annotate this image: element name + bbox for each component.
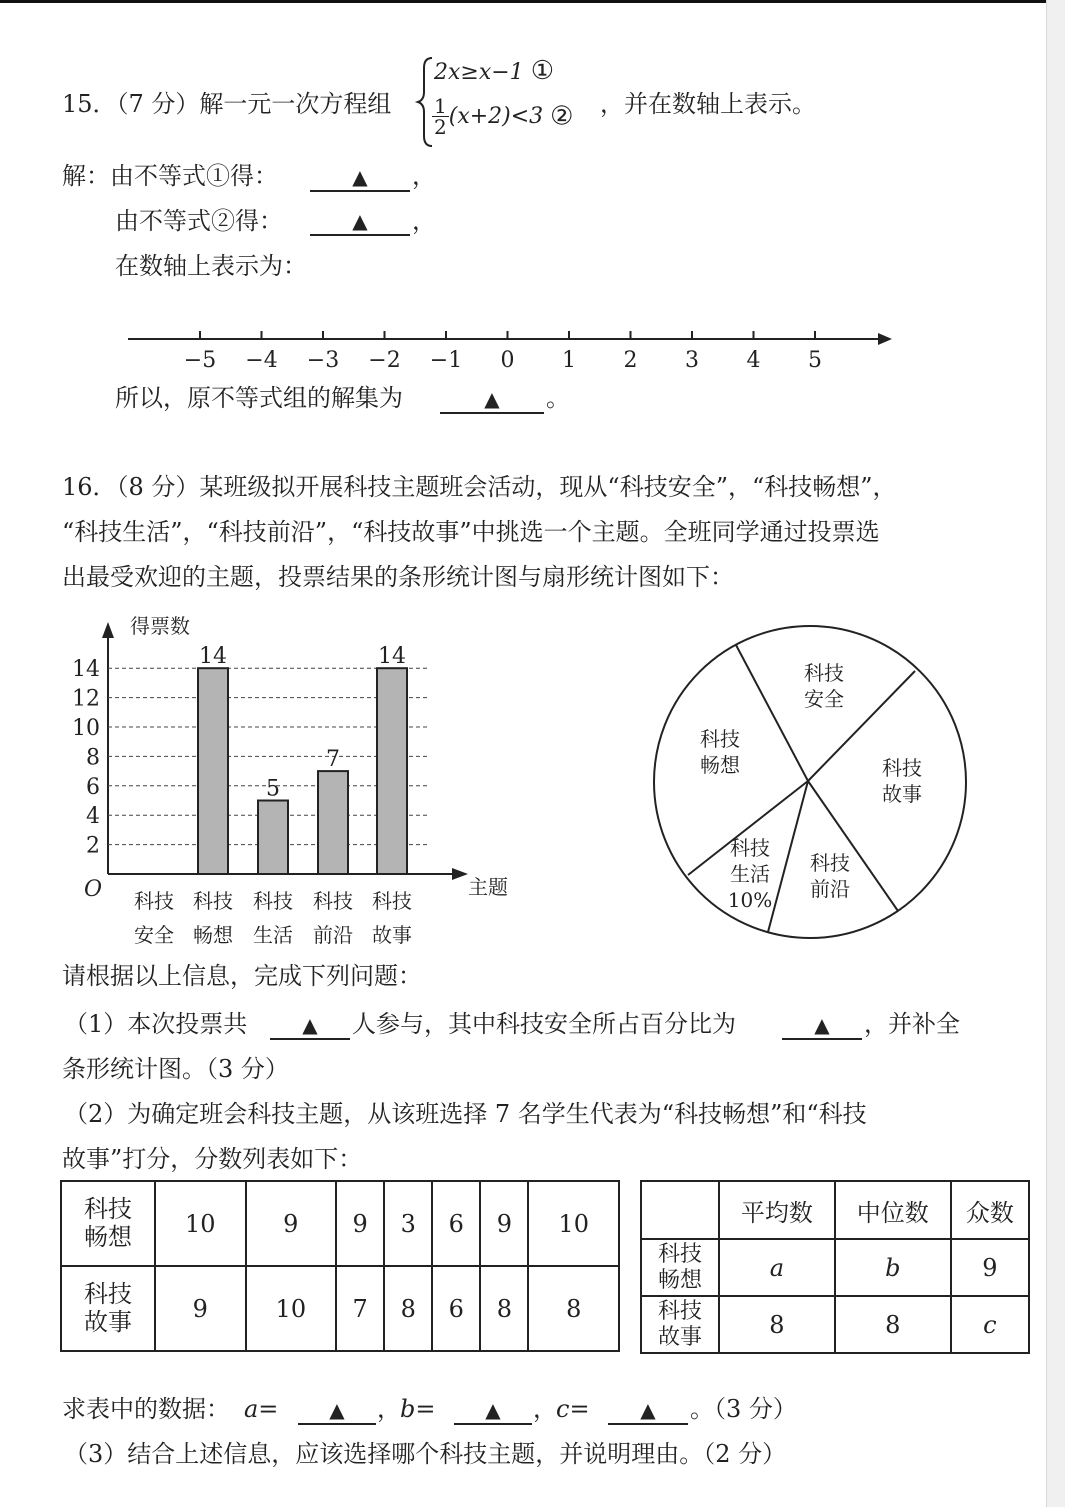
ask-a-label: a= xyxy=(244,1395,279,1423)
period: 。 xyxy=(546,384,570,412)
score-cell: 6 xyxy=(432,1266,480,1351)
score-cell: 9 xyxy=(480,1181,528,1266)
stats-cell: 8 xyxy=(835,1296,951,1353)
comma: ， xyxy=(412,207,436,235)
stats-cell: 9 xyxy=(951,1239,1029,1296)
stats-table-row xyxy=(641,1296,1029,1353)
pie-slice-label: 科技 xyxy=(810,851,850,875)
score-cell: 8 xyxy=(480,1266,528,1351)
stats-table-header xyxy=(641,1181,719,1239)
score-cell: 9 xyxy=(336,1181,384,1266)
bar-chart-ytick-label: 2 xyxy=(86,833,100,859)
q16-paragraph-3: 出最受欢迎的主题，投票结果的条形统计图与扇形统计图如下： xyxy=(62,563,734,591)
stats-table-row-header: 科技 畅想 xyxy=(641,1239,719,1296)
q15-solution-line-1: 解：由不等式①得： xyxy=(62,162,278,190)
stats-table-header: 众数 xyxy=(951,1181,1029,1239)
score-cell: 3 xyxy=(384,1181,432,1266)
number-line-tick-label: −2 xyxy=(368,348,401,373)
bar-category-label: 科技 xyxy=(372,889,412,913)
answer-blank-b[interactable]: ▲ xyxy=(454,1397,532,1425)
number-line-tick-label: −1 xyxy=(429,348,463,373)
comma: ， xyxy=(412,162,436,190)
number-line-tick-label: 0 xyxy=(500,348,515,373)
q16-sub1-part-d: 条形统计图。（3 分） xyxy=(62,1055,289,1083)
comma: ， xyxy=(377,1395,401,1423)
bar-category-label: 科技 xyxy=(313,889,353,913)
q15-equation-1: 2x≥x−1 ① xyxy=(434,56,554,86)
answer-blank[interactable]: ▲ xyxy=(440,386,544,414)
pie-slice-label: 安全 xyxy=(804,687,844,711)
score-table-row-header: 科技 故事 xyxy=(61,1266,155,1351)
comma: ， xyxy=(533,1395,557,1423)
bar-chart-ytick-label: 10 xyxy=(72,716,100,741)
pie-slice-label: 科技 xyxy=(700,727,740,751)
stats-table xyxy=(640,1180,1030,1354)
score-cell: 7 xyxy=(336,1266,384,1351)
pie-slice-label: 科技 xyxy=(882,756,922,780)
answer-blank[interactable]: ▲ xyxy=(310,164,410,192)
bar-chart-xlabel: 主题 xyxy=(468,875,508,899)
q16-ask-prefix: 求表中的数据： xyxy=(62,1395,230,1423)
answer-blank[interactable]: ▲ xyxy=(310,208,410,236)
bar-chart-ytick-label: 14 xyxy=(72,657,100,683)
q16-sub2-line-1: （2）为确定班会科技主题，从该班选择 7 名学生代表为“科技畅想”和“科技 xyxy=(64,1100,867,1128)
bar-category-label: 畅想 xyxy=(193,923,233,947)
ask-b-label: b= xyxy=(400,1395,436,1423)
q16-sub1-part-c: ，并补全 xyxy=(864,1010,960,1038)
score-cell: 8 xyxy=(528,1266,619,1351)
score-table xyxy=(60,1180,620,1352)
bar-category-label: 科技 xyxy=(253,889,293,913)
pie-slice-label: 故事 xyxy=(882,782,922,806)
q16-sub1-part-b: 人参与，其中科技安全所占百分比为 xyxy=(352,1010,736,1038)
bar-category-label: 科技 xyxy=(134,889,174,913)
stats-cell: c xyxy=(951,1296,1029,1353)
bar-value-label: 14 xyxy=(378,644,406,670)
score-cell: 9 xyxy=(155,1266,246,1351)
answer-blank-c[interactable]: ▲ xyxy=(608,1397,688,1425)
answer-blank[interactable]: ▲ xyxy=(782,1012,862,1040)
q16-sub2-line-2: 故事”打分，分数列表如下： xyxy=(62,1145,363,1173)
score-cell: 10 xyxy=(155,1181,246,1266)
bar-category-label: 故事 xyxy=(372,923,412,947)
score-table-row xyxy=(61,1181,619,1266)
q16-sub3: （3）结合上述信息，应该选择哪个科技主题，并说明理由。（2 分） xyxy=(64,1440,787,1468)
stats-table-header: 平均数 xyxy=(719,1181,835,1239)
q16-ask-points: 。（3 分） xyxy=(690,1395,797,1423)
q15-number-line-prompt: 在数轴上表示为： xyxy=(115,252,307,280)
bar-chart-ytick-label: 4 xyxy=(86,804,100,830)
score-cell: 6 xyxy=(432,1181,480,1266)
q15-conclusion: 所以，原不等式组的解集为 xyxy=(115,384,403,412)
stats-table-header-row xyxy=(641,1181,1029,1239)
bar-category-label: 科技 xyxy=(193,889,233,913)
q16-paragraph-2: “科技生活”，“科技前沿”，“科技故事”中挑选一个主题。全班同学通过投票选 xyxy=(62,518,880,546)
stats-table-header: 中位数 xyxy=(835,1181,951,1239)
stats-table-row xyxy=(641,1239,1029,1296)
q16-paragraph-1: 16．（8 分）某班级拟开展科技主题班会活动，现从“科技安全”，“科技畅想”， xyxy=(62,473,897,501)
number-line-tick-label: 1 xyxy=(562,348,576,373)
bar-category-label: 前沿 xyxy=(313,923,353,947)
score-cell: 10 xyxy=(528,1181,619,1266)
bar-value-label: 5 xyxy=(266,776,280,802)
ask-c-label: c= xyxy=(556,1395,590,1423)
q16-sub1-part-a: （1）本次投票共 xyxy=(64,1010,248,1038)
q15-solution-line-2: 由不等式②得： xyxy=(115,207,283,235)
q16-prompt: 请根据以上信息，完成下列问题： xyxy=(62,962,422,990)
bar-value-label: 14 xyxy=(199,644,227,670)
bar-chart-ytick-label: 12 xyxy=(72,686,100,712)
answer-blank-a[interactable]: ▲ xyxy=(298,1397,376,1425)
number-line-tick-label: 2 xyxy=(623,348,638,373)
stats-table-row-header: 科技 故事 xyxy=(641,1296,719,1353)
score-table-row-header: 科技 畅想 xyxy=(61,1181,155,1266)
q15-suffix: ，并在数轴上表示。 xyxy=(600,90,816,118)
stats-cell: b xyxy=(835,1239,951,1296)
pie-slice-percent: 10% xyxy=(727,888,773,912)
pie-slice-label: 科技 xyxy=(730,836,770,860)
score-table-row xyxy=(61,1266,619,1351)
bar-chart-ylabel: 得票数 xyxy=(130,614,190,638)
q15-equation-2: $\frac{1}{2}$ (x+2)<3 ② xyxy=(434,94,574,139)
stats-cell: 8 xyxy=(719,1296,835,1353)
q15-label: 15．（7 分）解一元一次方程组 xyxy=(62,90,392,118)
bar-value-label: 7 xyxy=(326,747,340,773)
pie-slice-label: 前沿 xyxy=(810,877,850,901)
number-line-tick-label: 4 xyxy=(746,348,761,373)
bar-chart-ytick-label: 6 xyxy=(86,774,100,800)
number-line-tick-label: −4 xyxy=(245,348,278,373)
number-line-tick-label: 3 xyxy=(685,348,699,373)
score-cell: 10 xyxy=(246,1266,337,1351)
score-cell: 8 xyxy=(384,1266,432,1351)
bar-category-label: 生活 xyxy=(253,923,293,947)
stats-cell: a xyxy=(719,1239,835,1296)
score-cell: 9 xyxy=(246,1181,337,1266)
number-line-tick-label: 5 xyxy=(808,348,822,373)
half-fraction: $\frac{1}{2}$ xyxy=(434,94,447,139)
bar-category-label: 安全 xyxy=(134,923,174,947)
number-line-tick-label: −3 xyxy=(306,348,340,373)
pie-slice-label: 生活 xyxy=(730,862,770,886)
bar-chart-ytick-label: 8 xyxy=(86,745,100,771)
pie-slice-label: 畅想 xyxy=(700,753,740,777)
answer-blank[interactable]: ▲ xyxy=(270,1012,350,1040)
number-line-tick-label: −5 xyxy=(183,348,217,373)
pie-slice-label: 科技 xyxy=(804,661,844,685)
bar-chart-origin: O xyxy=(84,877,103,902)
